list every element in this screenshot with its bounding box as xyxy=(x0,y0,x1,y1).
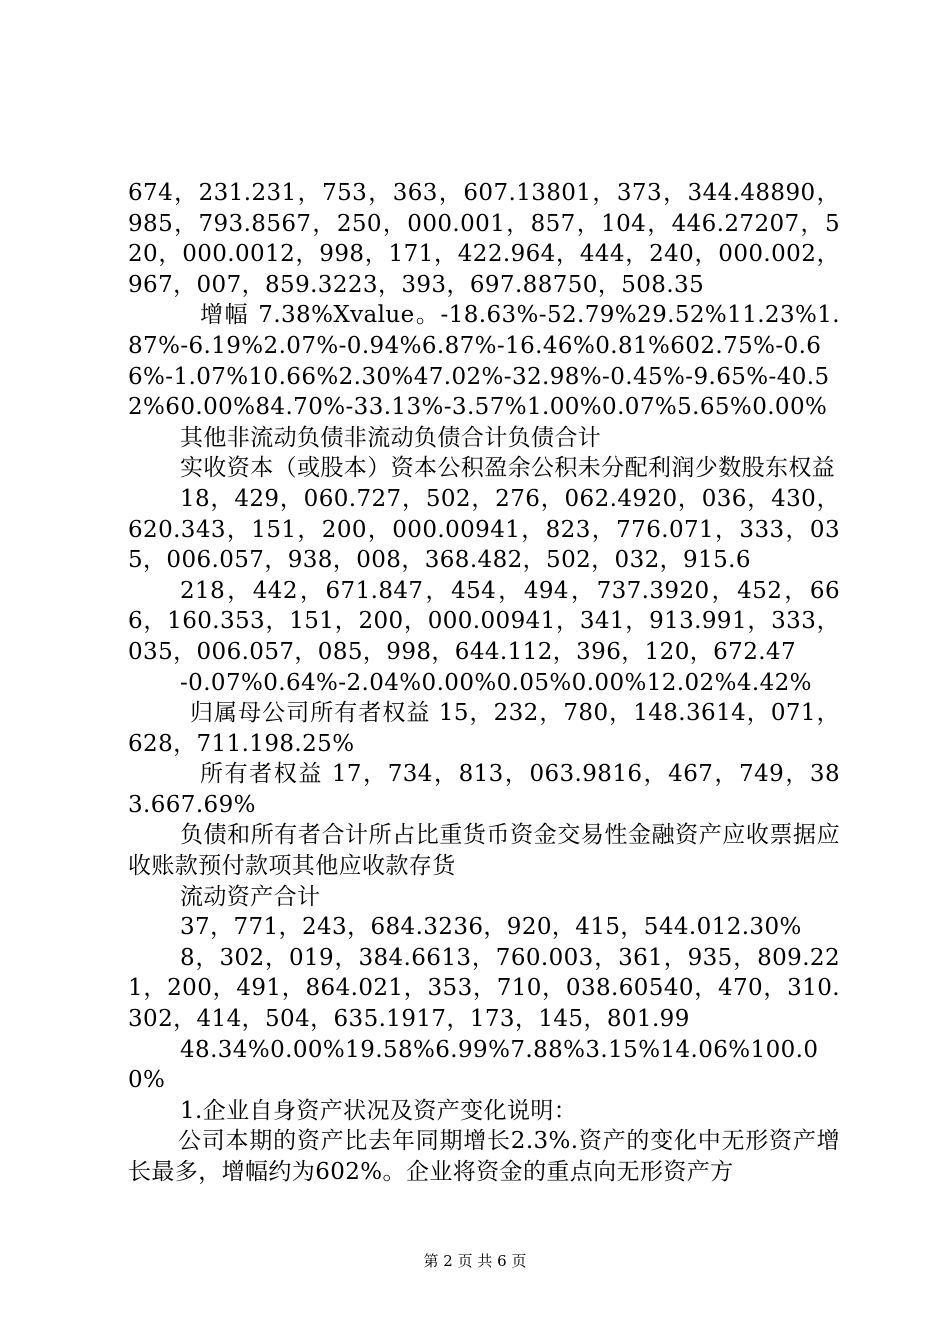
paragraph-number-list-4: 8，302，019，384.6613，760.003，361，935，809.221，200，491，864.021，353，710，038.60540，470，310.302，414，504，635.1917，173，145，801.99 xyxy=(128,944,840,1033)
paragraph-assets-heading: 负债和所有者合计所占比重货币资金交易性金融资产应收票据应收账款预付款项其他应收款存货 xyxy=(128,822,840,880)
paragraph-number-list-3: 218，442，671.847，454，494，737.3920，452，666，160.353，151，200，000.00941，341，913.991，333，035，006.057，085，998，644.112，396，120，672.47 xyxy=(128,577,840,665)
paragraph-number-list-2: 18，429，060.727，502，276，062.4920，036，430，620.343，151，200，000.00941，823，776.071，333，035，006.057，938，008，368.482，502，032，915.6 xyxy=(128,485,840,574)
document-body xyxy=(128,178,840,1188)
paragraph-asset-analysis: 公司本期的资产比去年同期增长2.3%.资产的变化中无形资产增长最多，增幅约为602%。企业将资金的重点向无形资产方 xyxy=(128,1128,840,1185)
paragraph-percent-list-2: 48.34%0.00%19.58%6.99%7.88%3.15%14.06%100.00% xyxy=(128,1036,819,1094)
paragraph-liabilities-heading: 其他非流动负债非流动负债合计负债合计 xyxy=(180,424,602,451)
paragraph-equity-heading: 实收资本（或股本）资本公积盈余公积未分配利润少数股东权益 xyxy=(180,455,836,482)
paragraph-number-list-1: 674，231.231，753，363，607.13801，373，344.48890，985，793.8567，250，000.001，857，104，446.27207，520，000.0012，998，171，422.964，444，240，000.002，967，007，859.3223，393，697.88750，508.35 xyxy=(128,180,840,298)
paragraph-growth-rates: 增幅 7.38%Xvalue。-18.63%-52.79%29.52%11.23%1.87%-6.19%2.07%-0.94%6.87%-16.46%0.81%602.75%-0.66%-1.07%10.66%2.30%47.02%-32.98%-0.45%-9.65%-40.52%60.00%84.70%-33.13%-3.57%1.00%0.07%5.65%0.00% xyxy=(128,302,840,421)
paragraph-parent-equity: 归属母公司所有者权益 15，232，780，148.3614，071，628，711.198.25% xyxy=(128,700,840,757)
paragraph-current-assets-total: 流动资产合计 xyxy=(180,883,321,910)
page-footer: 第 2 页 共 6 页 xyxy=(423,1252,527,1270)
paragraph-percent-list-1: -0.07%0.64%-2.04%0.00%0.05%0.00%12.02%4.42% xyxy=(180,669,812,696)
paragraph-owner-equity: 所有者权益 17，734，813，063.9816，467，749，383.667.69% xyxy=(128,761,840,818)
paragraph-total-values: 37，771，243，684.3236，920，415，544.012.30% xyxy=(180,914,802,941)
section-heading-asset-status: 1.企业自身资产状况及资产变化说明： xyxy=(180,1097,578,1124)
